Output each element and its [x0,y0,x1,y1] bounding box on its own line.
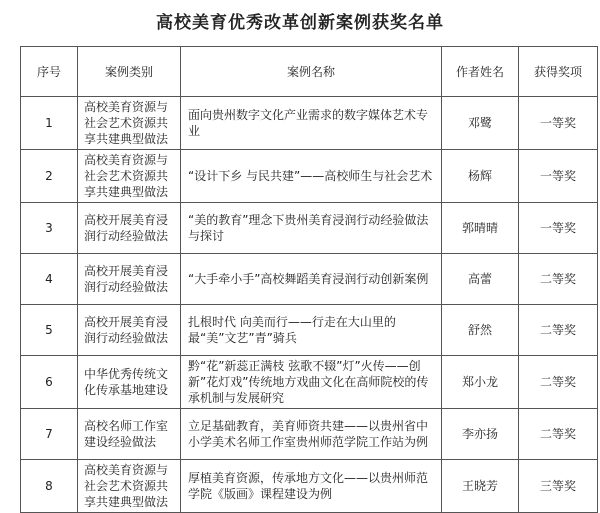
cell-category: 高校名师工作室建设经验做法 [78,409,181,460]
cell-award: 三等奖 [519,460,598,513]
cell-no: 4 [21,254,78,305]
cell-author: 舒然 [442,305,519,356]
cell-name: “大手牵小手”高校舞蹈美育浸润行动创新案例 [181,254,442,305]
cell-category: 高校开展美育浸润行动经验做法 [78,305,181,356]
cell-category: 中华优秀传统文化传承基地建设 [78,356,181,409]
cell-name: “美的教育”理念下贵州美育浸润行动经验做法与探讨 [181,203,442,254]
cell-no: 3 [21,203,78,254]
table-row [21,305,598,356]
cell-name: 面向贵州数字文化产业需求的数字媒体艺术专业 [181,97,442,150]
cell-author: 高蕾 [442,254,519,305]
cell-author: 王晓芳 [442,460,519,513]
header-no: 序号 [21,47,78,97]
cell-author: 李亦扬 [442,409,519,460]
cell-name: “设计下乡 与民共建”——高校师生与社会艺术 [181,150,442,203]
cell-no: 2 [21,150,78,203]
cell-name: 厚植美育资源，传承地方文化——以贵州师范学院《版画》课程建设为例 [181,460,442,513]
cell-award: 一等奖 [519,97,598,150]
table-row [21,97,598,150]
cell-award: 二等奖 [519,409,598,460]
table-row [21,356,598,409]
cell-award: 一等奖 [519,150,598,203]
cell-no: 5 [21,305,78,356]
table-row [21,203,598,254]
table-row [21,254,598,305]
cell-category: 高校开展美育浸润行动经验做法 [78,254,181,305]
cell-award: 一等奖 [519,203,598,254]
cell-award: 二等奖 [519,356,598,409]
cell-name: 黔“花”新蕊正满枝 弦歌不辍”灯”火传——创新”花灯戏”传统地方戏曲文化在高师院校的传承机制与发展研究 [181,356,442,409]
cell-no: 1 [21,97,78,150]
header-name: 案例名称 [181,47,442,97]
cell-category: 高校美育资源与社会艺术资源共享共建典型做法 [78,97,181,150]
table-header-row [21,47,598,97]
cell-no: 8 [21,460,78,513]
cell-author: 邓鹭 [442,97,519,150]
header-author: 作者姓名 [442,47,519,97]
cell-no: 7 [21,409,78,460]
page-title: 高校美育优秀改革创新案例获奖名单 [156,13,444,33]
header-award: 获得奖项 [519,47,598,97]
cell-name: 扎根时代 向美而行——行走在大山里的最“美”文艺”青”骑兵 [181,305,442,356]
header-category: 案例类别 [78,47,181,97]
cell-category: 高校美育资源与社会艺术资源共享共建典型做法 [78,150,181,203]
table-row [21,409,598,460]
cell-award: 二等奖 [519,254,598,305]
cell-category: 高校美育资源与社会艺术资源共享共建典型做法 [78,460,181,513]
cell-category: 高校开展美育浸润行动经验做法 [78,203,181,254]
table-row [21,460,598,513]
cell-no: 6 [21,356,78,409]
table-row [21,150,598,203]
cell-author: 杨辉 [442,150,519,203]
cell-award: 二等奖 [519,305,598,356]
cell-author: 郑小龙 [442,356,519,409]
cell-name: 立足基础教育，美育师资共建——以贵州省中小学美术名师工作室贵州师范学院工作站为例 [181,409,442,460]
awards-table [20,46,598,513]
cell-author: 郭晴晴 [442,203,519,254]
